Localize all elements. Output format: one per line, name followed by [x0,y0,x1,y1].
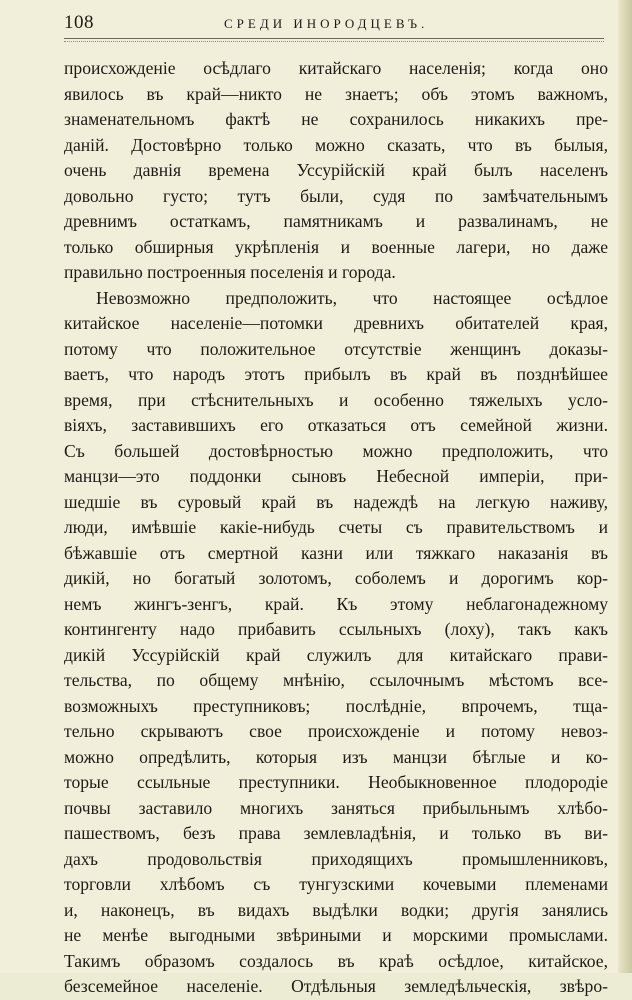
text-line: и, наконецъ, въ видахъ выдѣлки водки; другія занялись [64,899,608,920]
text-line: не менѣе выгодными звѣриными и морскими промыслами. [64,925,608,945]
text-line: даній. Достовѣрно только можно сказать, что въ былыя, [64,134,608,155]
text-line: манцзи—это поддонки сыновъ Небесной имперіи, при- [64,466,608,486]
text-line: время, при стѣснительныхъ и особенно тяжелыхъ усло- [64,389,608,410]
text-line: Такимъ образомъ создалось въ краѣ осѣдлое, китайское, [64,950,608,971]
text-line: контингенту надо прибавить ссыльныхъ (лоху), такъ какъ [64,619,608,639]
text-line: пашествомъ, безъ права землевладѣнія, и только въ ви- [64,823,608,843]
text-line: только обширныя укрѣпленія и военные лагери, но даже [64,236,608,257]
text-line: тельно скрываютъ свое происхожденіе и потому невоз- [64,721,608,741]
page-number: 108 [64,12,94,33]
text-line-paragraph-start: Невозможно предположить, что настоящее осѣдлое [96,287,608,308]
text-line: почвы заставило многихъ заняться прибыльнымъ хлѣбо- [64,797,608,818]
text-line: Съ большей достовѣрностью можно предположить, что [64,440,608,461]
text-line: безсемейное населеніе. Отдѣльныя земледѣльческія, звѣро- [64,976,608,996]
text-line: люди, имѣвшіе какіе-нибудь счеты съ правительствомъ и [64,517,608,537]
text-line-paragraph-end: правильно построенныя поселенія и города. [64,262,396,282]
text-line: очень давнія времена Уссурійскій край былъ населенъ [64,160,608,180]
text-line: возможныхъ преступниковъ; послѣдніе, впрочемъ, тща- [64,695,608,716]
header-rule-ornament [64,41,604,42]
text-line: бѣжавшіе отъ смертной казни или тяжкаго наказанія въ [64,542,608,563]
text-line: довольно густо; тутъ были, судя по замѣчательнымъ [64,185,608,206]
running-title: СРЕДИ ИНОРОДЦЕВЪ. [224,16,429,31]
text-line: древнимъ остаткамъ, памятникамъ и развалинамъ, не [64,211,608,231]
page-edge-shadow [618,0,632,973]
text-line: знаменательномъ фактѣ не сохранилось никакихъ пре- [64,109,608,129]
text-line: явилось въ край—никто не знаетъ; объ этомъ важномъ, [64,83,608,104]
text-line: дикій, но богатый золотомъ, соболемъ и дорогимъ кор- [64,568,608,588]
text-line: торые ссыльные преступники. Необыкновенное плодородіе [64,772,608,792]
text-line: немъ жингъ-зенгъ, край. Къ этому неблагонадежному [64,593,608,614]
text-line: шедшіе въ суровый край въ надеждѣ на легкую наживу, [64,491,608,512]
text-line: происхожденіе осѣдлаго китайскаго населенія; когда оно [64,58,608,78]
text-line: тельства, по общему мнѣнію, ссылочнымъ мѣстомъ все- [64,670,608,690]
text-line: торговли хлѣбомъ съ тунгузскими кочевыми племенами [64,874,608,894]
page-header [64,10,604,42]
body-text [64,56,608,1000]
text-line: дикій Уссурійскій край служилъ для китайскаго прави- [64,644,608,665]
text-line: ваетъ, что народъ этотъ прибылъ въ край въ позднѣйшее [64,364,608,384]
header-rule [64,38,604,39]
text-line: можно опредѣлить, которыя изъ манцзи бѣглые и ко- [64,746,608,767]
text-line: потому что положительное отсутствіе женщинъ доказы- [64,338,608,359]
text-line: китайское населеніе—потомки древнихъ обитателей края, [64,313,608,333]
text-line: віяхъ, заставившихъ его отказаться отъ семейной жизни. [64,415,608,435]
text-line: дахъ продовольствія приходящихъ промышленниковъ, [64,848,608,869]
